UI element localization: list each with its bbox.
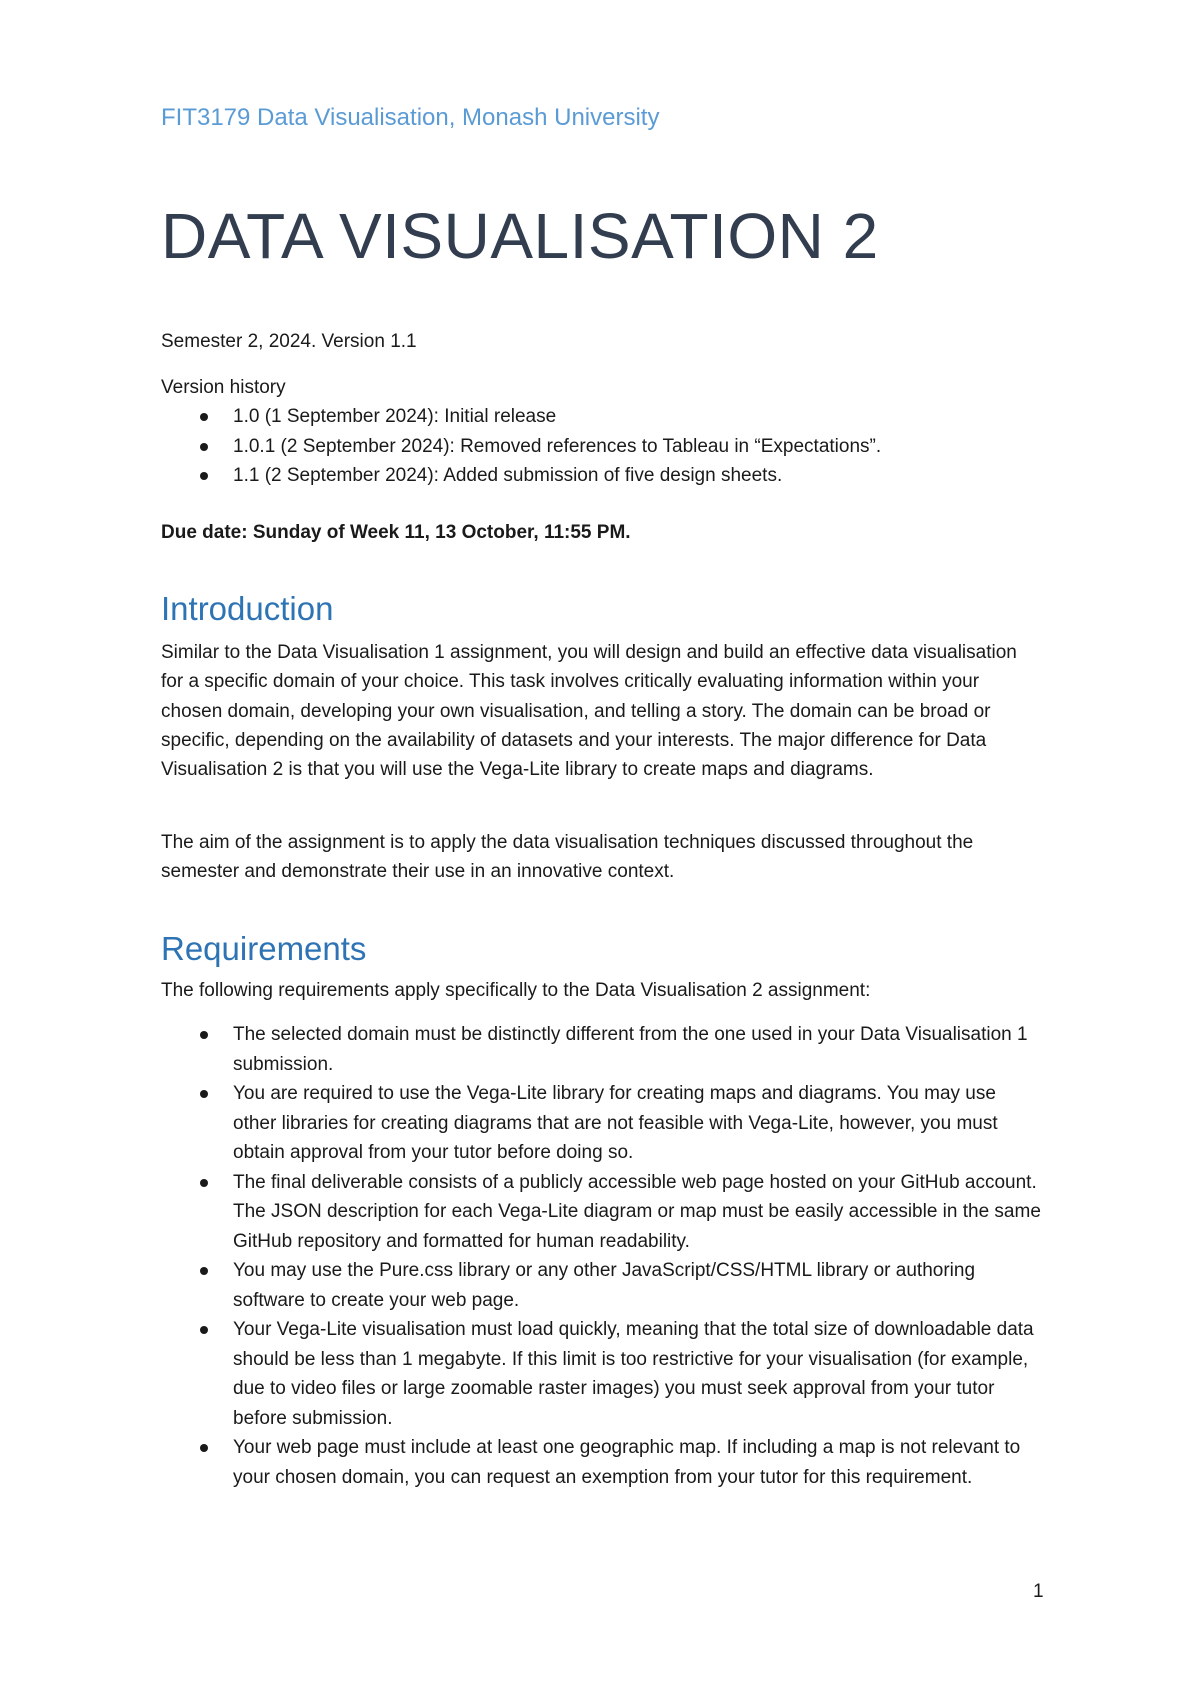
- due-date: Due date: Sunday of Week 11, 13 October, 11:55 PM.: [161, 522, 631, 543]
- bullet-icon: [200, 1090, 208, 1098]
- bullet-icon: [200, 1444, 208, 1452]
- requirement-item: The selected domain must be distinctly different from the one used in your Data Visualisation 1 submission.: [233, 1024, 1028, 1075]
- semester-version-line: Semester 2, 2024. Version 1.1: [161, 331, 417, 352]
- document-title: DATA VISUALISATION 2: [161, 200, 879, 272]
- introduction-paragraph: The aim of the assignment is to apply the data visualisation techniques discussed throughout the semester and demonstrate their use in an innovative context.: [161, 832, 974, 883]
- requirement-item: You may use the Pure.css library or any other JavaScript/CSS/HTML library or authoring software to create your web page.: [233, 1260, 976, 1311]
- list-item: [161, 432, 1041, 462]
- list-item: [161, 1020, 1041, 1079]
- introduction-paragraph: Similar to the Data Visualisation 1 assignment, you will design and build an effective data visualisation for a specific domain of your choice. This task involves critically evaluating information within your chosen domain, developing your own visualisation, and telling a story. The domain can be broad or specific, depending on the availability of datasets and your interests. The major difference for Data Visualisation 2 is that you will use the Vega-Lite library to create maps and diagrams.: [161, 642, 1017, 781]
- version-history-label: Version history: [161, 377, 286, 398]
- list-item: [161, 1256, 1041, 1315]
- introduction-heading: Introduction: [161, 590, 334, 627]
- version-history-item: 1.1 (2 September 2024): Added submission of five design sheets.: [233, 465, 783, 486]
- list-item: [161, 1079, 1041, 1168]
- bullet-icon: [200, 472, 208, 480]
- list-item: [161, 1315, 1041, 1433]
- requirements-intro: The following requirements apply specifically to the Data Visualisation 2 assignment:: [161, 980, 871, 1001]
- requirement-item: Your web page must include at least one geographic map. If including a map is not relevant to your chosen domain, you can request an exemption from your tutor for this requirement.: [233, 1437, 1021, 1488]
- list-item: [161, 1433, 1041, 1492]
- requirements-list: [161, 1020, 1041, 1492]
- bullet-icon: [200, 1031, 208, 1039]
- requirement-item: You are required to use the Vega-Lite library for creating maps and diagrams. You may use other libraries for creating diagrams that are not feasible with Vega-Lite, however, you must obtain approval from your tutor before doing so.: [233, 1083, 998, 1163]
- bullet-icon: [200, 443, 208, 451]
- version-history-item: 1.0.1 (2 September 2024): Removed references to Tableau in “Expectations”.: [233, 435, 882, 457]
- bullet-icon: [200, 1326, 208, 1334]
- bullet-icon: [200, 1267, 208, 1275]
- bullet-icon: [200, 1179, 208, 1187]
- list-item: [161, 402, 1041, 432]
- requirement-item: The final deliverable consists of a publicly accessible web page hosted on your GitHub account. The JSON description for each Vega-Lite diagram or map must be easily accessible in the same GitHub repository and formatted for human readability.: [233, 1171, 1041, 1252]
- page-number: 1: [1033, 1581, 1044, 1602]
- list-item: [161, 1168, 1041, 1257]
- requirements-heading: Requirements: [161, 930, 367, 967]
- list-item: [161, 461, 1041, 491]
- bullet-icon: [200, 413, 208, 421]
- version-history-item: 1.0 (1 September 2024): Initial release: [233, 406, 557, 427]
- version-history-list: [161, 402, 1041, 491]
- requirement-item: Your Vega-Lite visualisation must load quickly, meaning that the total size of downloadable data should be less than 1 megabyte. If this limit is too restrictive for your visualisation (for example, due to video files or large zoomable raster images) you must seek approval from your tutor before submission.: [233, 1319, 1034, 1429]
- course-header: FIT3179 Data Visualisation, Monash University: [161, 104, 660, 131]
